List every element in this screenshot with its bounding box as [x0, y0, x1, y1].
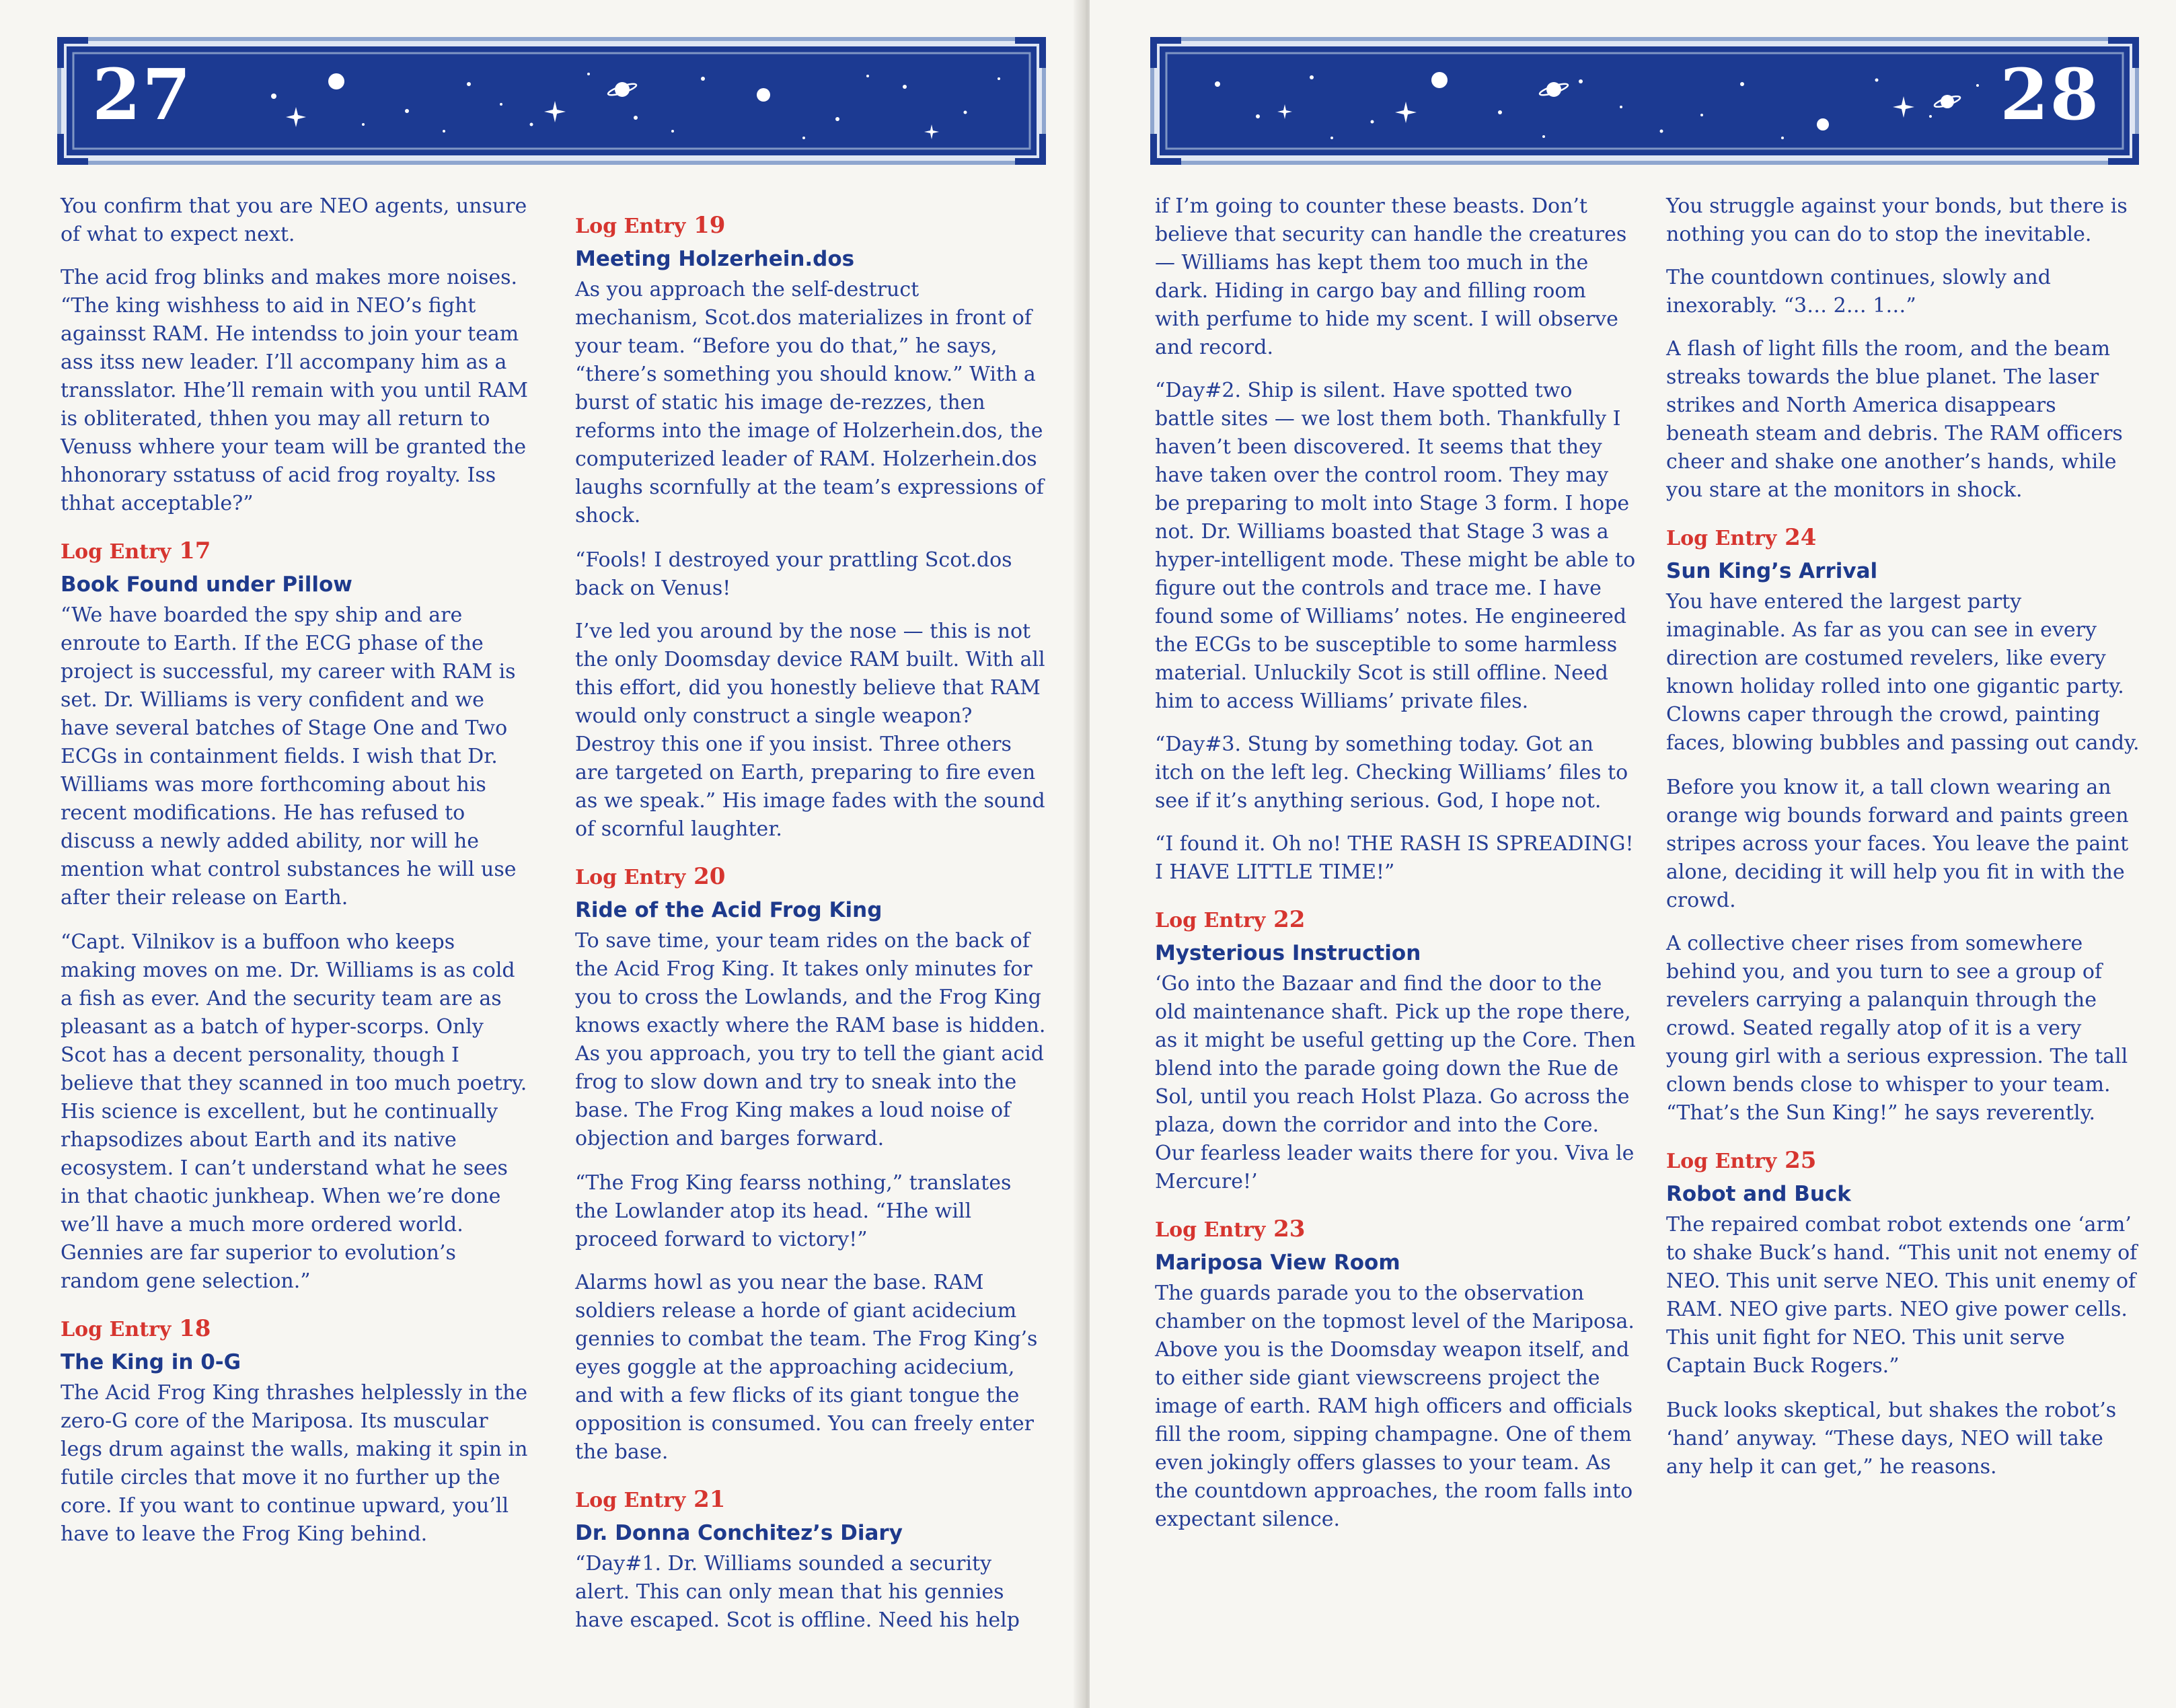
body-paragraph: “Fools! I destroyed your prattling Scot.dos back on Venus!: [575, 548, 1012, 600]
log-entry-title: Book Found under Pillow: [61, 572, 352, 597]
body-paragraph: Before you know it, a tall clown wearing an orange wig bounds forward and paints green stripes across your faces. You leave the paint alone, deciding it will help you fit in with the crowd.: [1666, 776, 2129, 912]
log-entry-title: Ride of the Acid Frog King: [575, 898, 883, 922]
body-paragraph: “I found it. Oh no! THE RASH IS SPREADING! I HAVE LITTLE TIME!”: [1155, 832, 1634, 884]
log-entry-number: 24: [1785, 524, 1817, 551]
body-paragraph: Buck looks skeptical, but shakes the robot’s ‘hand’ anyway. “These days, NEO will take any help it can get,” he reasons.: [1666, 1399, 2117, 1479]
log-entry-number: 20: [693, 863, 726, 890]
log-entry-number: 17: [179, 537, 211, 564]
log-entry-label: [1155, 903, 1636, 938]
body-paragraph: I’ve led you around by the nose — this is not the only Doomsday device RAM built. With all this effort, did you honestly believe that RAM would only construct a single weapon? Destroy this one if you insist. Three others are targeted on Earth, preparing to fire even as we speak.” His image fades with the sound of scornful laughter.: [575, 620, 1045, 841]
log-entry-18: [61, 1312, 531, 1549]
log-entry-space: [1265, 1216, 1273, 1242]
log-entry-label: [575, 1483, 1046, 1518]
body-paragraph: “Day#2. Ship is silent. Have spotted two battle sites — we lost them both. Thankfully I haven’t been discovered. It seems that they have taken over the control room. They may be preparing to molt into Stage 3 form. I hope not. Dr. Williams boasted that Stage 3 was a hyper-intelligent mode. These might be able to figure out the controls and trace me. I have found some of Williams’ notes. He engineered the ECGs to be susceptible to some harmless material. Unluckily Scot is still offline. Need him to access Williams’ private files.: [1155, 379, 1636, 713]
body-paragraph: A flash of light fills the room, and the beam streaks towards the blue planet. The laser strikes and North America disappears beneath steam and debris. The RAM officers cheer and shake one another’s hands, while you stare at the monitors in shock.: [1666, 337, 2123, 502]
log-entry-title: Dr. Donna Conchitez’s Diary: [575, 1521, 903, 1545]
column-4: [1666, 192, 2140, 1496]
log-entry-text: The guards parade you to the observation chamber on the topmost level of the Mariposa. Above you is the Doomsday weapon itself, and to either side giant viewscreens project the image of earth. RAM high officers and officials fill the room, sipping champagne. One of them even jokingly offers glasses to your team. As the countdown approaches, the room falls into expectant silence.: [1155, 1282, 1635, 1531]
log-entry-label: [575, 860, 1046, 895]
column-3: [1155, 192, 1636, 1550]
column-1: [61, 192, 531, 1565]
log-entry-22: [1155, 903, 1636, 1196]
log-entry-space: [685, 863, 693, 890]
body-paragraph: “Capt. Vilnikov is a buffoon who keeps making moves on me. Dr. Williams is as cold a fish as ever. And the security team are as pleasant as a batch of hyper-scorps. Only Scot has a decent personality, though I believe that they scanned in too much poetry. His science is excellent, but he continually rhapsodizes about Earth and its native ecosystem. I can’t understand what he sees in that chaotic junkheap. When we’re done we’ll have a much more ordered world. Gennies are far superior to evolution’s random gene selection.”: [61, 930, 527, 1293]
log-entry-title: Mysterious Instruction: [1155, 941, 1421, 965]
starfield-banner-left: [57, 37, 1046, 165]
log-entry-space: [685, 212, 693, 239]
left-page: [0, 0, 1082, 1708]
log-entry-number: 22: [1273, 906, 1306, 933]
log-entry-title: Mariposa View Room: [1155, 1251, 1400, 1275]
log-entry-label: [61, 534, 531, 569]
page-number-left: 27: [92, 53, 192, 136]
log-entry-number: 21: [693, 1486, 726, 1513]
log-entry-prefix: Log Entry: [1155, 1218, 1266, 1242]
body-paragraph: “Day#3. Stung by something today. Got an itch on the left leg. Checking Williams’ files to see if it’s anything serious. God, I hope not.: [1155, 733, 1628, 813]
starfield-banner-right: [1150, 37, 2139, 165]
log-entry-number: 23: [1273, 1216, 1306, 1242]
page-number-right: 28: [2000, 53, 2100, 136]
log-entry-23: [1155, 1212, 1636, 1534]
log-entry-prefix: Log Entry: [1666, 1150, 1777, 1173]
log-entry-prefix: Log Entry: [1666, 527, 1777, 550]
body-paragraph: The countdown continues, slowly and inexorably. “3… 2… 1…”: [1666, 266, 2051, 318]
log-entry-20: [575, 860, 1046, 1153]
log-entry-title: Sun King’s Arrival: [1666, 559, 1878, 583]
log-entry-space: [1776, 524, 1785, 551]
log-entry-space: [685, 1486, 693, 1513]
body-paragraph: You struggle against your bonds, but there is nothing you can do to stop the inevitable.: [1666, 194, 2128, 246]
log-entry-number: 25: [1785, 1147, 1817, 1174]
log-entry-prefix: Log Entry: [61, 540, 172, 564]
column-2: [575, 192, 1046, 1651]
log-entry-title: Meeting Holzerhein.dos: [575, 247, 855, 271]
log-entry-number: 19: [693, 212, 726, 239]
log-entry-text: “We have boarded the spy ship and are enroute to Earth. If the ECG phase of the project is successful, my career with RAM is set. Dr. Williams is very confident and we have several batches of Stage One and Two ECGs in containment fields. I wish that Dr. Williams was more forthcoming about his recent modifications. He has refused to discuss a newly added ability, nor will he mention what control substances he will use after their release on Earth.: [61, 603, 517, 909]
log-entry-17: [61, 534, 531, 912]
log-entry-title: The King in 0-G: [61, 1350, 241, 1374]
log-entry-24: [1666, 521, 2140, 757]
log-entry-prefix: Log Entry: [61, 1318, 172, 1341]
log-entry-space: [1265, 906, 1273, 933]
log-entry-prefix: Log Entry: [575, 215, 686, 238]
page-banner-left: [57, 37, 1046, 165]
body-paragraph: A collective cheer rises from somewhere behind you, and you turn to see a group of revelers carrying a palanquin through the crowd. Seated regally atop of it is a very young girl with a serious expression. The tall clown bends close to whisper to your team. “That’s the Sun King!” he says reverently.: [1666, 932, 2128, 1125]
log-entry-space: [1776, 1147, 1785, 1174]
log-entry-label: [1666, 521, 2140, 556]
log-entry-text: You have entered the largest party imaginable. As far as you can see in every direction are costumed revelers, like every known holiday rolled into one gigantic party. Clowns caper through the crowd, painting faces, blowing bubbles and passing out candy.: [1666, 590, 2140, 755]
log-entry-text: The Acid Frog King thrashes helplessly in the zero-G core of the Mariposa. Its muscular legs drum against the walls, making it spin in futile circles that move it no further up the core. If you want to continue upward, you’ll have to leave the Frog King behind.: [61, 1381, 528, 1546]
log-entry-text: As you approach the self-destruct mechanism, Scot.dos materializes in front of your team. “Before you do that,” he says, “there’s something you should know.” With a burst of static his image de-rezzes, then reforms into the image of Holzerhein.dos, the computerized leader of RAM. Holzerhein.dos laughs scornfully at the team’s expressions of shock.: [575, 278, 1044, 527]
log-entry-title: Robot and Buck: [1666, 1182, 1851, 1206]
right-page: [1090, 0, 2176, 1708]
log-entry-label: [1155, 1212, 1636, 1247]
log-entry-25: [1666, 1144, 2140, 1380]
log-entry-text: “Day#1. Dr. Williams sounded a security alert. This can only mean that his gennies have escaped. Scot is offline. Need his help: [575, 1552, 1020, 1632]
log-entry-21: [575, 1483, 1046, 1635]
log-entry-space: [171, 537, 179, 564]
log-entry-text: The repaired combat robot extends one ‘arm’ to shake Buck’s hand. “This unit not enemy of NEO. This unit serve NEO. This unit enemy of RAM. NEO give parts. NEO give power cells. This unit fight for NEO. This unit serve Captain Buck Rogers.”: [1666, 1213, 2138, 1378]
body-paragraph: You confirm that you are NEO agents, unsure of what to expect next.: [61, 194, 527, 246]
log-entry-prefix: Log Entry: [575, 866, 686, 889]
log-entry-label: [1666, 1144, 2140, 1179]
log-entry-prefix: Log Entry: [575, 1489, 686, 1512]
body-paragraph: The acid frog blinks and makes more noises. “The king wishhess to aid in NEO’s fight againsst RAM. He intendss to join your team ass itss new leader. I’ll accompany him as a transslator. Hhe’ll remain with you until RAM is obliterated, thhen you may all return to Venuss whhere your team will be granted the hhonorary sstatuss of acid frog royalty. Iss thhat acceptable?”: [61, 266, 528, 515]
log-entry-label: [61, 1312, 531, 1347]
log-entry-label: [575, 209, 1046, 244]
page-banner-right: [1150, 37, 2139, 165]
log-entry-number: 18: [179, 1315, 211, 1342]
body-paragraph: “The Frog King fearss nothing,” translates the Lowlander atop its head. “Hhe will proceed forward to victory!”: [575, 1171, 1012, 1251]
log-entry-text: ‘Go into the Bazaar and find the door to the old maintenance shaft. Pick up the rope there, as it might be useful getting up the Core. Then blend into the parade going down the Rue de Sol, until you reach Holst Plaza. Go across the plaza, down the corridor and into the Core. Our fearless leader waits there for you. Viva le Mercure!’: [1155, 972, 1636, 1193]
log-entry-19: [575, 209, 1046, 530]
log-entry-prefix: Log Entry: [1155, 909, 1266, 932]
log-entry-text: To save time, your team rides on the back of the Acid Frog King. It takes only minutes for you to cross the Lowlands, and the Frog King knows exactly where the RAM base is hidden. As you approach, you try to tell the giant acid frog to slow down and try to sneak into the base. The Frog King makes a loud noise of objection and barges forward.: [575, 929, 1046, 1150]
body-paragraph: if I’m going to counter these beasts. Don’t believe that security can handle the creatures — Williams has kept them too much in the dark. Hiding in cargo bay and filling room with perfume to hide my scent. I will observe and record.: [1155, 194, 1627, 359]
body-paragraph: Alarms howl as you near the base. RAM soldiers release a horde of giant acidecium gennies to combat the team. The Frog King’s eyes goggle at the approaching acidecium, and with a few flicks of its giant tongue the opposition is consumed. You can freely enter the base.: [575, 1271, 1038, 1464]
log-entry-space: [171, 1315, 179, 1342]
